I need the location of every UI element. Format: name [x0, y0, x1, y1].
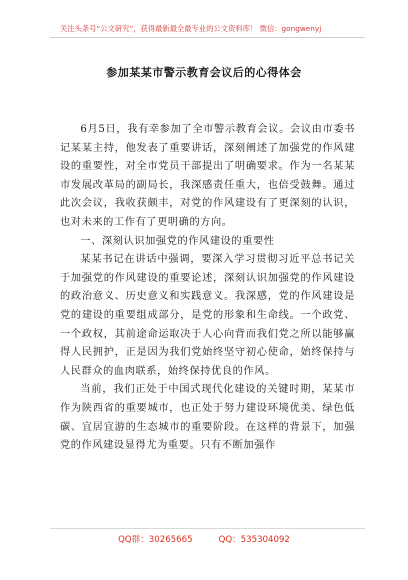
paragraph-current-period: 当前，我们正处于中国式现代化建设的关键时期，某某市作为陕西省的重要城市，也正处于努力建设环境优美、绿色低碳、宜居宜游的生态城市的重要阶段。在这样的背景下，加强党的作风建设显得尤为重要。只有不断加强作	[60, 384, 355, 452]
footer-qq: QQ：535304092	[218, 535, 290, 545]
paragraph-intro: 6月5日，我有幸参加了全市警示教育会议。会议由市委书记某某主持，他发表了重要讲话，深刻阐述了加强党的作风建设的重要性，对全市党员干部提出了明确要求。作为一名某某市发展改革局的副局长，我深感责任重大，也倍受鼓舞。通过此次会议，我收获颇丰，对党的作风建设有了更深刻的认识，也对未来的工作有了更明确的方向。	[60, 124, 355, 228]
footer-divider	[50, 528, 365, 529]
footer-qq-group: QQ群：30265665	[118, 535, 193, 545]
header-divider	[50, 37, 365, 38]
header-promo-note: 关注头条号“公文研究”，获得最新最全最专业的公文资料库！ 微信：gongwenyj	[60, 24, 322, 33]
document-title: 参加某某市警示教育会议后的心得体会	[106, 66, 302, 79]
section-heading-1: 一、深刻认识加强党的作风建设的重要性	[80, 235, 275, 247]
footer-contact	[0, 534, 408, 546]
document-body	[60, 121, 355, 456]
paragraph-section-1: 某某书记在讲话中强调，要深入学习贯彻习近平总书记关于加强党的作风建设的重要论述，深刻认识加强党的作风建设的政治意义、历史意义和实践意义。我深感，党的作风建设是党的建设的重要组成部分，是党的形象和生命线。一个政党、一个政权，其前途命运取决于人心向背而我们党之所以能够赢得人民拥护，正是因为我们党始终坚守初心使命，始终保持与人民群众的血肉联系，始终保持优良的作风。	[60, 254, 355, 377]
